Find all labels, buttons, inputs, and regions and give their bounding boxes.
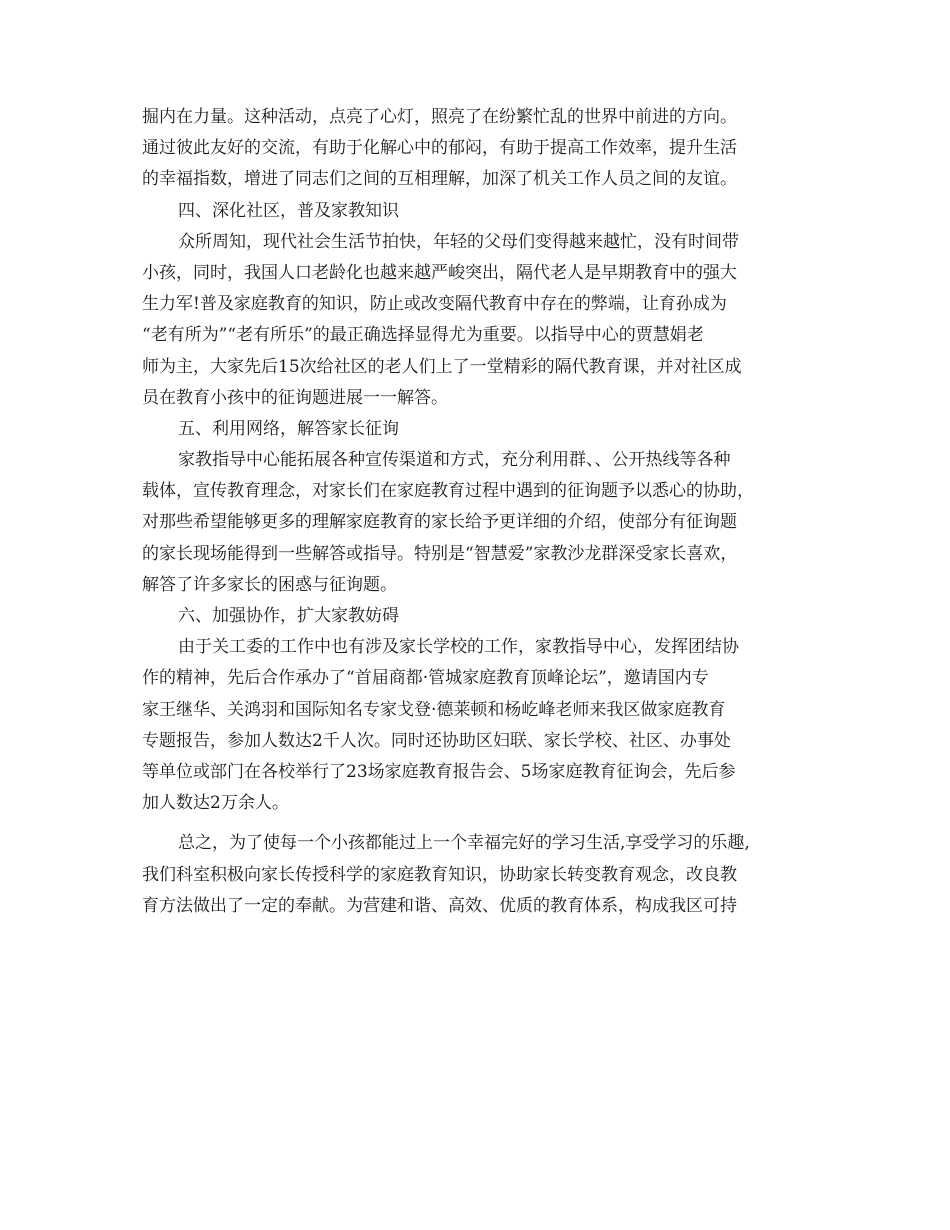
paragraph-line: 我们科室积极向家长传授科学的家庭教育知识，协助家长转变教育观念，改良教 <box>142 864 737 885</box>
section-heading: 六、加强协作，扩大家教妨碍 <box>178 606 399 626</box>
section-heading: 五、利用网络，解答家长征询 <box>178 418 399 439</box>
paragraph-line: 育方法做出了一定的奉献。为营建和谐、高效、优质的教育体系，构成我区可持 <box>142 895 737 916</box>
section-heading: 四、深化社区，普及家教知识 <box>178 200 399 221</box>
paragraph-line: 等单位或部门在各校举行了23场家庭教育报告会、5场家庭教育征询会，先后参 <box>142 761 736 782</box>
paragraph-line: 载体，宣传教育理念，对家长们在家庭教育过程中遇到的征询题予以悉心的协助， <box>142 481 754 502</box>
paragraph-line: 家教指导中心能拓展各种宣传渠道和方式，充分利用群、、公开热线等各种 <box>178 450 731 471</box>
paragraph-line: 小孩，同时，我国人口老龄化也越来越严峻突出，隔代老人是早期教育中的强大 <box>142 262 737 283</box>
paragraph-line: 师为主，大家先后15次给社区的老人们上了一堂精彩的隔代教育课，并对社区成 <box>142 356 742 377</box>
paragraph-line: 家王继华、关鸿羽和国际知名专家戈登·德莱顿和杨屹峰老师来我区做家庭教育 <box>142 699 726 720</box>
paragraph-line: 对那些希望能够更多的理解家庭教育的家长给予更详细的介绍，使部分有征询题 <box>142 512 737 533</box>
body-text <box>142 102 814 922</box>
paragraph-line: 加人数达2万余人。 <box>142 793 289 814</box>
paragraph-line: 众所周知，现代社会生活节拍快，年轻的父母们变得越来越忙，没有时间带 <box>178 231 739 252</box>
paragraph-line: 的幸福指数，增进了同志们之间的互相理解，加深了机关工作人员之间的友谊。 <box>142 169 737 190</box>
paragraph-line: 通过彼此友好的交流，有助于化解心中的郁闷，有助于提高工作效率，提升生活 <box>142 138 737 159</box>
paragraph-line: 员在教育小孩中的征询题进展一一解答。 <box>142 387 448 408</box>
paragraph-line: 掘内在力量。这种活动，点亮了心灯，照亮了在纷繁忙乱的世界中前进的方向。 <box>142 107 737 127</box>
paragraph-line: 的家长现场能得到一些解答或指导。特别是“智慧爱”家教沙龙群深受家长喜欢， <box>142 543 738 564</box>
paragraph-line: 由于关工委的工作中也有涉及家长学校的工作，家教指导中心，发挥团结协 <box>178 637 739 658</box>
paragraph-line: 生力军!普及家庭教育的知识，防止或改变隔代教育中存在的弊端，让育孙成为 <box>142 294 727 315</box>
paragraph-line: “老有所为”“老有所乐”的最正确选择显得尤为重要。以指导中心的贾慧娟老 <box>142 325 704 346</box>
paragraph-line: 专题报告，参加人数达2千人次。同时还协助区妇联、家长学校、社区、办事处 <box>142 730 731 751</box>
paragraph-line: 解答了许多家长的困惑与征询题。 <box>142 574 397 595</box>
paragraph-line: 总之，为了使每一个小孩都能过上一个幸福完好的学习生活,享受学习的乐趣, <box>178 833 750 854</box>
paragraph-line: 作的精神，先后合作承办了“首届商都·管城家庭教育顶峰论坛”，邀请国内专 <box>142 668 709 689</box>
